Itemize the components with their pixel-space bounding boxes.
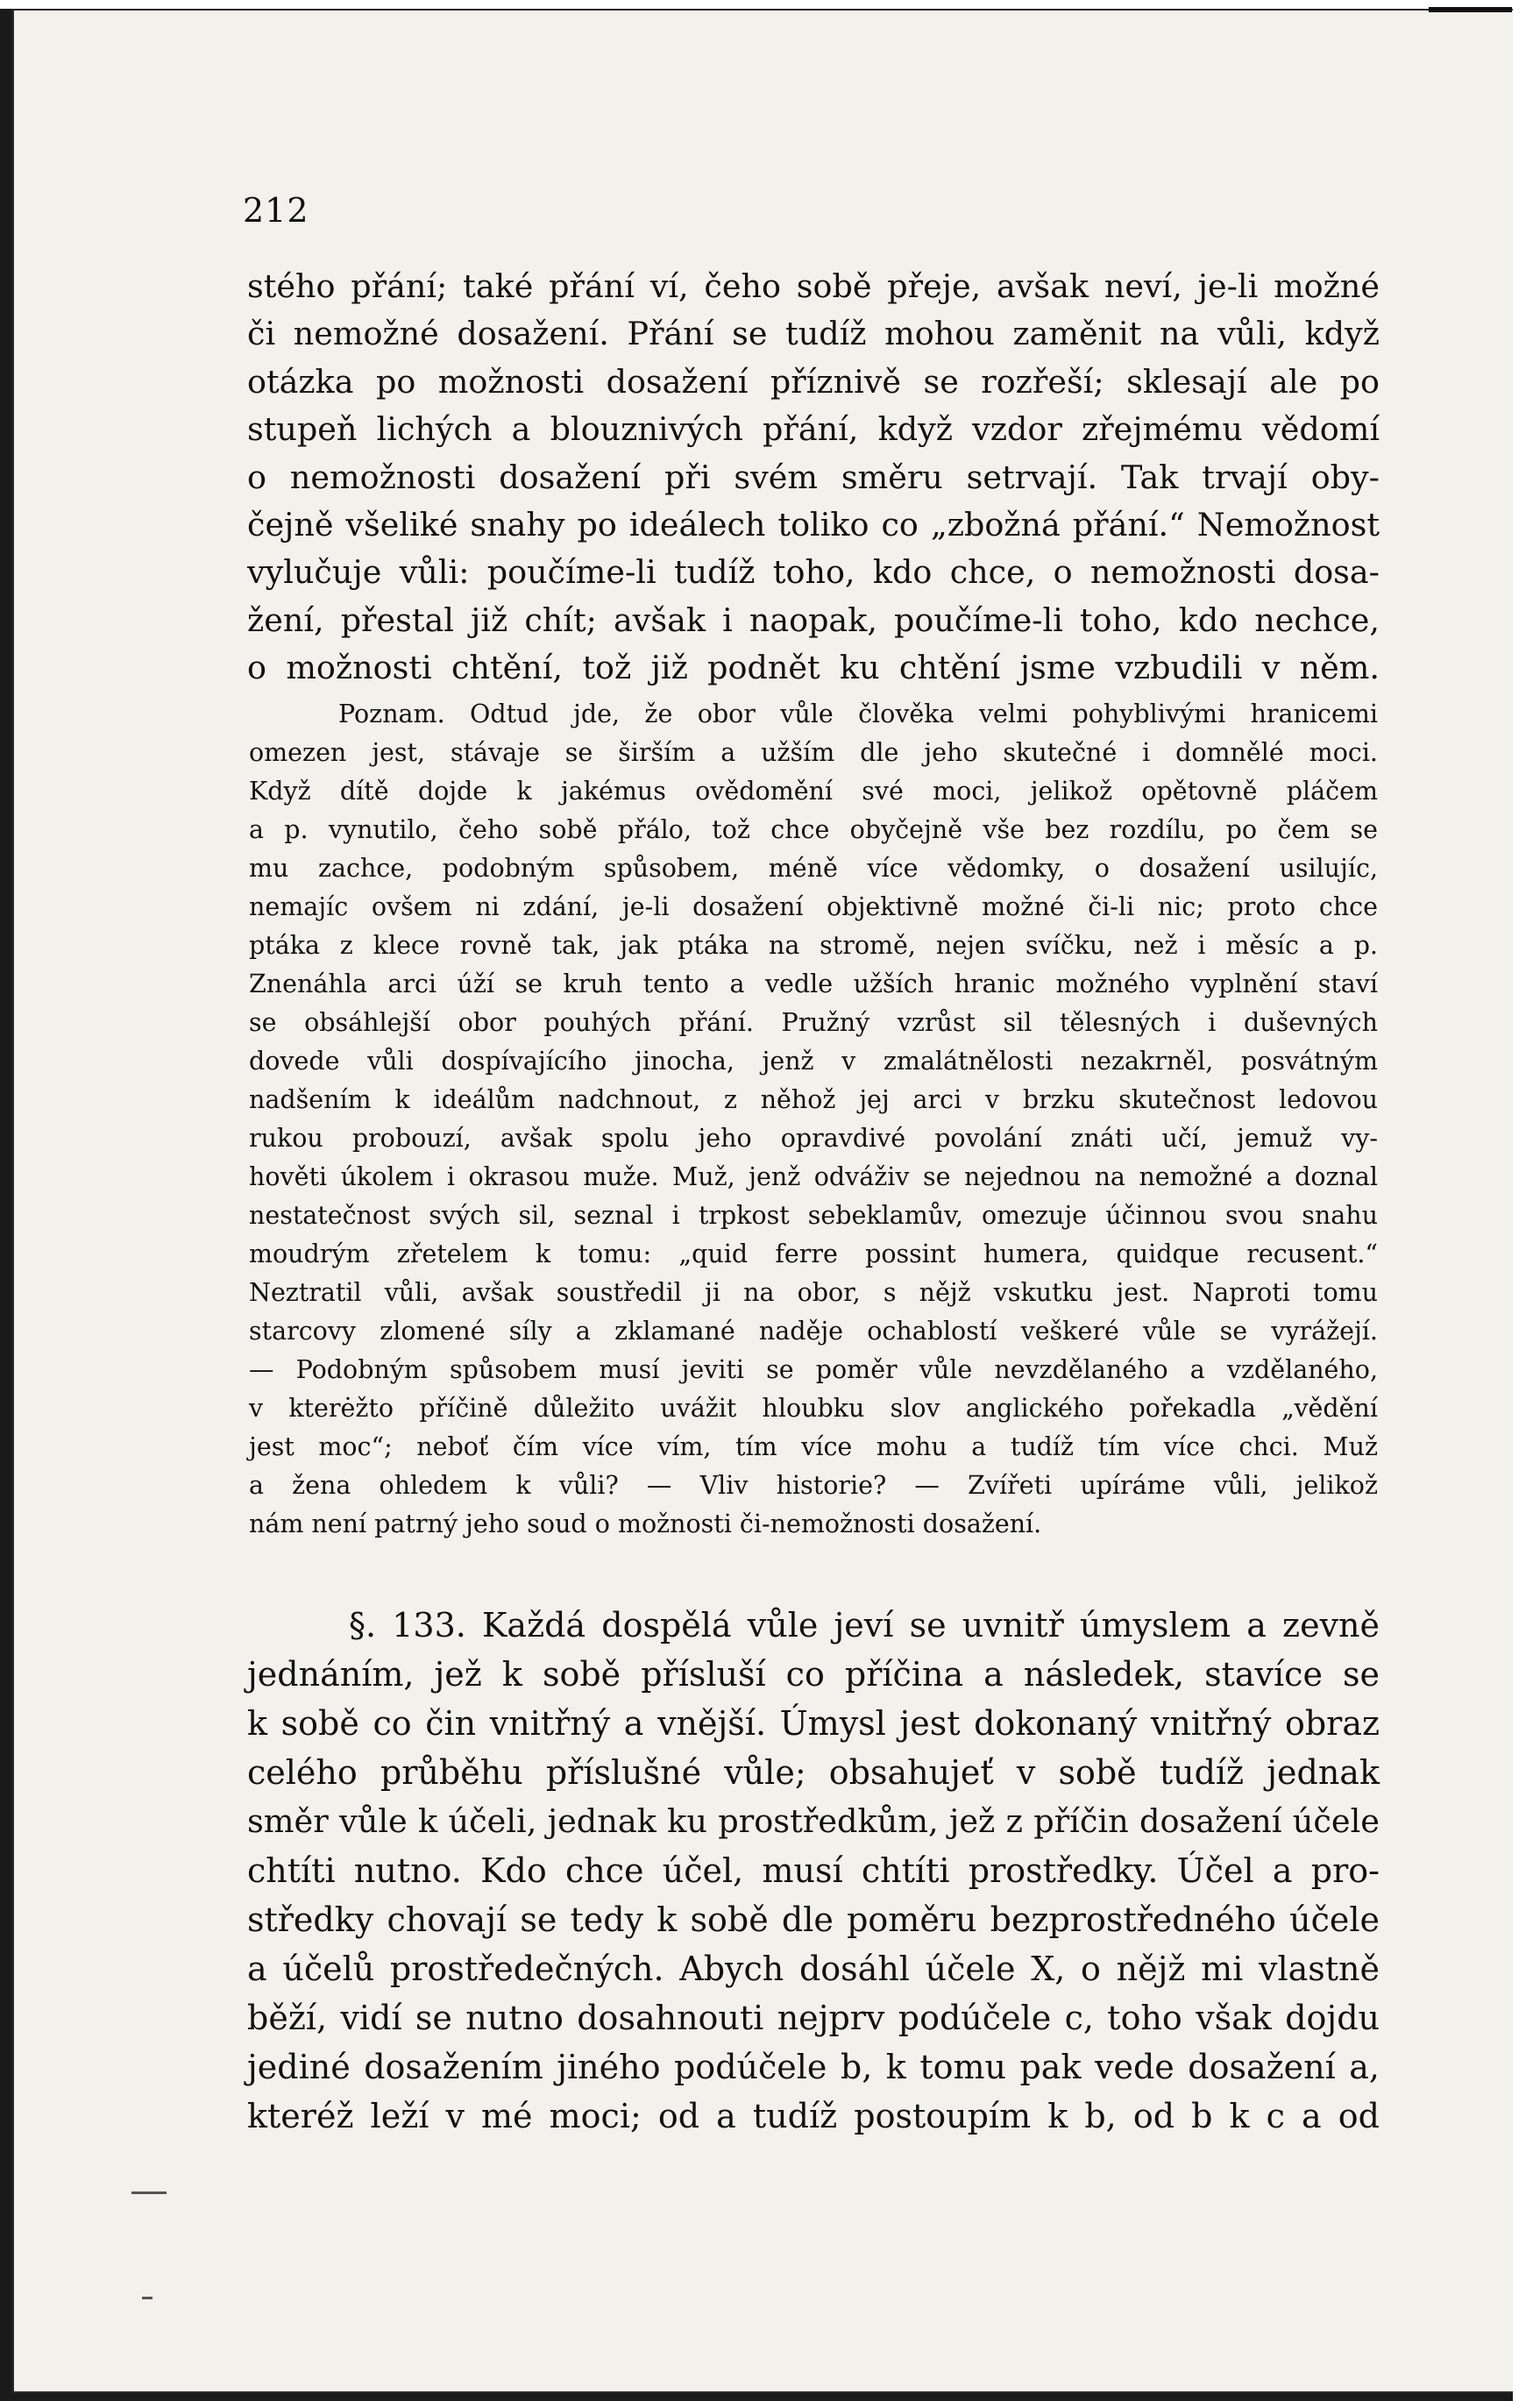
text-line: jediné dosažením jiného podúčele b, k tomu pak vede dosažení a, [247, 2048, 1380, 2086]
note-line: dovede vůli dospívajícího jinocha, jenž v zmalátnělosti nezakrněl, posvátným [249, 1047, 1378, 1076]
note-line: hověti úkolem i okrasou muže. Muž, jenž odváživ se nejednou na nemožné a doznal [249, 1162, 1378, 1191]
text-line: otázka po možnosti dosažení příznivě se rozřeší; sklesají ale po [247, 362, 1380, 401]
scan-right-margin [1513, 0, 1540, 2401]
note-line: nemajíc ovšem ni zdání, je-li dosažení objektivně možné či-li nic; proto chce [249, 892, 1378, 921]
scan-top-margin [0, 0, 1540, 9]
note-line: nám není patrný jeho soud o možnosti či-nemožnosti dosažení. [249, 1510, 1042, 1538]
text-line: běží, vidí se nutno dosahnouti nejprv podúčele c, toho však dojdu [247, 1999, 1380, 2037]
note-line: Poznam. Odtud jde, že obor vůle člověka velmi pohyblivými hranicemi [338, 700, 1378, 728]
text-line: směr vůle k účeli, jednak ku prostředkům, jež z příčin dosažení účele [247, 1802, 1380, 1840]
note-line: Když dítě dojde k jakémus ovědomění své moci, jelikož opětovně pláčem [249, 777, 1378, 806]
text-line: jednáním, jež k sobě přísluší co příčina a následek, stavíce se [247, 1655, 1380, 1694]
scan-edge-mark [1429, 7, 1512, 12]
note-line: rukou probouzí, avšak spolu jeho opravdivé povolání znáti učí, jemuž vy- [249, 1124, 1378, 1153]
text-line: celého průběhu příslušné vůle; obsahujeť v sobě tudíž jednak [247, 1753, 1380, 1792]
note-line: ptáka z klece rovně tak, jak ptáka na stromě, nejen svíčku, než i měsíc a p. [249, 931, 1378, 960]
note-line: jest moc“; neboť čím více vím, tím více mohu a tudíž tím více chci. Muž [249, 1432, 1378, 1461]
scan-speck [142, 2297, 153, 2299]
text-line: žení, přestal již chít; avšak i naopak, poučíme-li toho, kdo nechce, [247, 600, 1380, 639]
page-number: 212 [243, 191, 309, 230]
note-line: Znenáhla arci úží se kruh tento a vedle užších hranic možného vyplnění staví [249, 970, 1378, 998]
paragraph-1 [247, 263, 1380, 693]
note-line: nestatečnost svých sil, seznal i trpkost sebeklamův, omezuje účinnou svou snahu [249, 1201, 1378, 1230]
footnote-remark [249, 695, 1378, 1544]
note-line: a p. vynutilo, čeho sobě přálo, tož chce obyčejně vše bez rozdílu, po čem se [249, 815, 1378, 844]
note-line: mu zachce, podobným spůsobem, méně více vědomky, o dosažení usilujíc, [249, 854, 1378, 883]
note-line: moudrým zřetelem k tomu: „quid ferre possint humera, quidque recusent.“ [249, 1240, 1378, 1268]
text-line: středky chovají se tedy k sobě dle poměru bezprostředného účele [247, 1900, 1380, 1939]
text-line: vylučuje vůli: poučíme-li tudíž toho, kdo chce, o nemožnosti dosa- [247, 553, 1380, 592]
text-line: či nemožné dosažení. Přání se tudíž mohou zaměnit na vůli, když [247, 315, 1380, 353]
text-line: stupeň lichých a blouznivých přání, když vzdor zřejmému vědomí [247, 410, 1380, 449]
text-line: o možnosti chtění, tož již podnět ku chtění jsme vzbudili v něm. [247, 649, 1380, 687]
note-line: a žena ohledem k vůli? — Vliv historie? — Zvířeti upíráme vůli, jelikož [249, 1471, 1378, 1500]
note-line: starcovy zlomené síly a zklamané naděje ochablostí veškeré vůle se vyrážejí. [249, 1317, 1378, 1346]
scan-speck [131, 2191, 167, 2194]
text-line: čejně všeliké snahy po ideálech toliko co „zbožná přání.“ Nemožnost [247, 506, 1380, 544]
note-line: nadšením k ideálům nadchnout, z něhož jej arci v brzku skutečnost ledovou [249, 1085, 1378, 1114]
text-line: §. 133. Každá dospělá vůle jeví se uvnitř úmyslem a zevně [349, 1606, 1380, 1644]
paragraph-133 [247, 1601, 1380, 2141]
text-line: o nemožnosti dosažení při svém směru setrvají. Tak trvají oby- [247, 458, 1380, 496]
note-line: v kterėžto příčině důležito uvážit hloubku slov anglického pořekadla „vědění [249, 1394, 1378, 1423]
text-line: kteréž leží v mé moci; od a tudíž postoupím k b, od b k c a od [247, 2097, 1380, 2135]
note-line: Neztratil vůli, avšak soustředil ji na obor, s nějž vskutku jest. Naproti tomu [249, 1278, 1378, 1307]
note-line: omezen jest, stávaje se širším a užším dle jeho skutečné i domnělé moci. [249, 738, 1378, 767]
note-line: — Podobným spůsobem musí jeviti se poměr vůle nevzdělaného a vzdělaného, [249, 1355, 1378, 1384]
text-line: chtíti nutno. Kdo chce účel, musí chtíti prostředky. Účel a pro- [247, 1851, 1380, 1890]
text-line: stého přání; také přání ví, čeho sobě přeje, avšak neví, je-li možné [247, 267, 1380, 305]
note-line: se obsáhlejší obor pouhých přání. Pružný vzrůst sil tělesných i duševných [249, 1008, 1378, 1037]
text-line: a účelů prostředečných. Abych dosáhl účele X, o nějž mi vlastně [247, 1950, 1380, 1988]
text-line: k sobě co čin vnitřný a vnější. Úmysl jest dokonaný vnitřný obraz [247, 1704, 1380, 1743]
